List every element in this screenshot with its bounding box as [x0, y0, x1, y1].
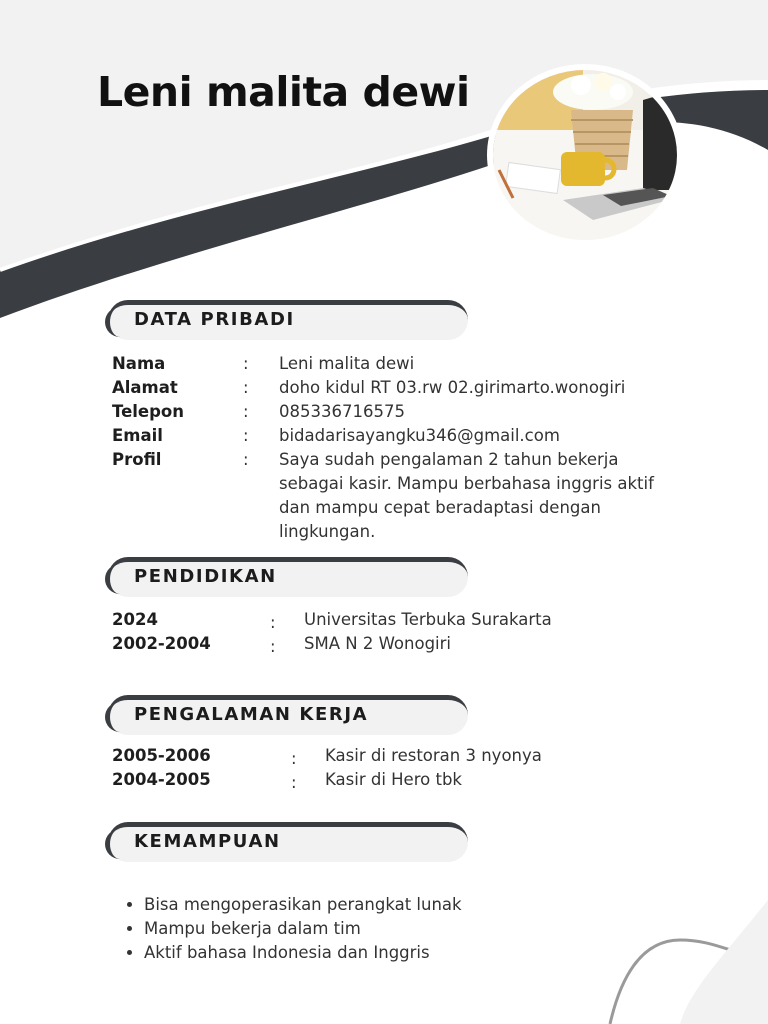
- colon: :: [270, 637, 276, 656]
- section-title: DATA PRIBADI: [134, 309, 295, 330]
- value-email[interactable]: bidadarisayangku346@gmail.com: [279, 426, 560, 445]
- experience-job: Kasir di Hero tbk: [325, 770, 462, 789]
- section-header-personal: [108, 300, 468, 340]
- colon: :: [243, 378, 249, 397]
- skill-item: • Mampu bekerja dalam tim: [144, 917, 462, 941]
- profile-line: Saya sudah pengalaman 2 tahun bekerja: [279, 450, 619, 469]
- profile-photo: [487, 64, 683, 246]
- colon: :: [243, 450, 249, 469]
- section-title: KEMAMPUAN: [134, 831, 281, 852]
- profile-line: lingkungan.: [279, 522, 376, 541]
- skill-item: • Bisa mengoperasikan perangkat lunak: [144, 893, 462, 917]
- resume-name: Leni malita dewi: [97, 68, 470, 116]
- personal-row-email: [0, 424, 768, 448]
- experience-year: 2004-2005: [112, 770, 211, 789]
- experience-row: [0, 744, 768, 768]
- experience-year: 2005-2006: [112, 746, 211, 765]
- value-telepon: 085336716575: [279, 402, 405, 421]
- colon: :: [243, 426, 249, 445]
- personal-row-name: [0, 352, 768, 376]
- section-title: PENGALAMAN KERJA: [134, 704, 369, 725]
- education-year: 2002-2004: [112, 634, 211, 653]
- colon: :: [270, 613, 276, 632]
- personal-row-address: [0, 376, 768, 400]
- section-header-experience: [108, 695, 468, 735]
- value-nama: Leni malita dewi: [279, 354, 415, 373]
- personal-row-profile: [0, 448, 768, 544]
- personal-row-phone: [0, 400, 768, 424]
- education-row: [0, 632, 768, 656]
- profile-line: dan mampu cepat beradaptasi dengan: [279, 498, 601, 517]
- education-year: 2024: [112, 610, 158, 629]
- experience-job: Kasir di restoran 3 nyonya: [325, 746, 542, 765]
- section-header-skills: [108, 822, 468, 862]
- desk-photo-icon: [493, 70, 677, 240]
- education-school: Universitas Terbuka Surakarta: [304, 610, 552, 629]
- value-alamat: doho kidul RT 03.rw 02.girimarto.wonogiri: [279, 378, 626, 397]
- section-title: PENDIDIKAN: [134, 566, 277, 587]
- education-school: SMA N 2 Wonogiri: [304, 634, 451, 653]
- colon: :: [291, 749, 297, 768]
- label-alamat: Alamat: [112, 378, 178, 397]
- label-email: Email: [112, 426, 163, 445]
- label-nama: Nama: [112, 354, 166, 373]
- section-header-education: [108, 557, 468, 597]
- label-profil: Profil: [112, 450, 162, 469]
- education-row: [0, 608, 768, 632]
- colon: :: [291, 773, 297, 792]
- skill-item: • Aktif bahasa Indonesia dan Inggris: [144, 941, 462, 965]
- profile-line: sebagai kasir. Mampu berbahasa inggris aktif: [279, 474, 654, 493]
- experience-row: [0, 768, 768, 792]
- skills-list: [122, 893, 462, 965]
- label-telepon: Telepon: [112, 402, 184, 421]
- colon: :: [243, 402, 249, 421]
- colon: :: [243, 354, 249, 373]
